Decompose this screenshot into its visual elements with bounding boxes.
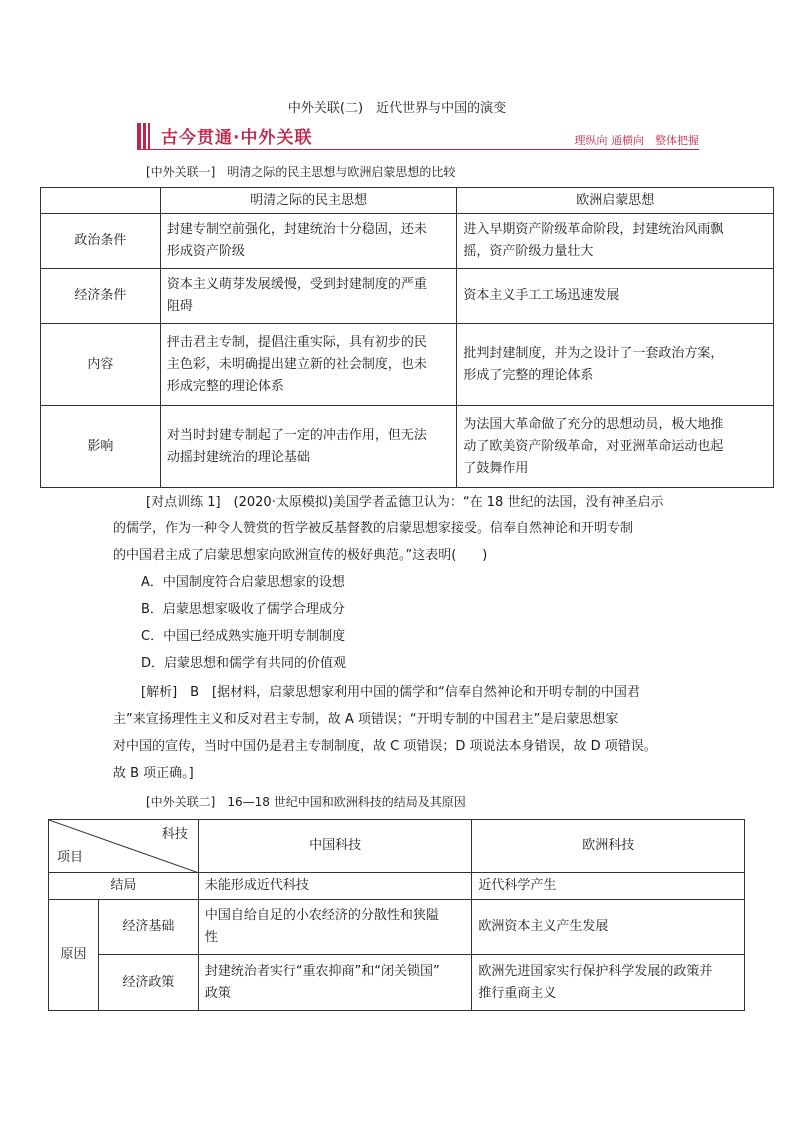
section1-label: [中外关联一] 明清之际的民主思想与欧洲启蒙思想的比较 — [146, 165, 456, 179]
europe-cell — [457, 406, 774, 488]
header-europe-tech: 欧洲科技 — [472, 820, 745, 873]
banner-underline — [137, 149, 699, 150]
europe-cell — [472, 900, 745, 955]
header-china-tech: 中国科技 — [198, 820, 472, 873]
cell-line: 摇，资产阶级力量壮大 — [463, 244, 594, 259]
cell-line: 动摇封建统治的理论基础 — [166, 449, 310, 465]
china-cell — [160, 406, 457, 488]
cause-label: 原因 — [49, 900, 99, 1011]
row-label: 经济政策 — [98, 955, 198, 1011]
section2-label: [中外关联二] 16—18 世纪中国和欧洲科技的结局及其原因 — [146, 795, 466, 809]
cell-line: 封建统治者实行“重农抑商”和“闭关锁国” — [204, 963, 440, 979]
option-b: B．启蒙思想家吸收了儒学合理成分 — [141, 602, 345, 617]
table-row — [49, 900, 745, 955]
cell-line: 资本主义手工工场迅速发展 — [463, 288, 620, 303]
table-row — [41, 214, 774, 269]
cell-line: 政策 — [204, 985, 231, 1001]
cell-line: 形成完整的理论体系 — [166, 378, 284, 394]
option-a: A．中国制度符合启蒙思想家的设想 — [141, 575, 345, 590]
table-header-row — [49, 820, 745, 873]
cell-line: 性 — [204, 930, 218, 945]
cell-line: 阻碍 — [166, 299, 193, 314]
cell-line: 欧洲先进国家实行保护科学发展的政策并 — [478, 963, 713, 979]
cell-line: 抨击君主专制，提倡注重实际，具有初步的民 — [166, 334, 427, 350]
cell-line: 批判封建制度，并为之设计了一套政治方案， — [463, 345, 724, 361]
header-china-thought: 明清之际的民主思想 — [160, 188, 457, 214]
header-empty-cell — [41, 188, 161, 214]
document-title: 中外关联(二) 近代世界与中国的演变 — [287, 101, 507, 116]
diagonal-header-cell — [49, 820, 199, 873]
cell-line: 中国自给自足的小农经济的分散性和狭隘 — [204, 908, 439, 923]
comparison-table-2 — [48, 819, 745, 1011]
table-row — [49, 873, 745, 900]
option-d: D．启蒙思想和儒学有共同的价值观 — [141, 656, 347, 671]
table-row — [49, 955, 745, 1011]
cell-line: 为法国大革命做了充分的思想动员，极大地推 — [463, 416, 724, 432]
banner-bars-icon — [137, 123, 153, 149]
row-label: 经济基础 — [98, 900, 198, 955]
cell-line: 封建专制空前强化，封建统治十分稳固，还未 — [166, 222, 427, 237]
cell-line: 形成资产阶级 — [166, 244, 245, 259]
cell-line: 推行重商主义 — [478, 985, 557, 1001]
europe-cell — [457, 269, 774, 324]
exercise-line-3: 的中国君主成了启蒙思想家向欧洲宣传的极好典范。”这表明( ) — [113, 548, 488, 563]
row-label: 经济条件 — [41, 269, 161, 324]
section-banner — [137, 123, 699, 151]
china-cell: 未能形成近代科技 — [198, 873, 472, 900]
china-cell — [160, 214, 457, 269]
china-cell — [160, 324, 457, 406]
corner-label-bottom: 项目 — [57, 850, 84, 865]
cell-line: 主色彩，未明确提出建立新的社会制度，也未 — [166, 356, 427, 372]
cell-line: 资本主义萌芽发展缓慢，受到封建制度的严重 — [166, 277, 427, 292]
corner-label-top: 科技 — [161, 827, 188, 842]
exercise-line-1: [对点训练 1] (2020·太原模拟)美国学者孟德卫认为：“在 18 世纪的法国，没有神圣启示 — [146, 495, 664, 510]
cell-line: 形成了完整的理论体系 — [463, 367, 594, 383]
banner-subtitle: 理纵向 通横向 整体把握 — [574, 134, 699, 147]
row-label: 影响 — [41, 406, 161, 488]
table-header-row — [41, 188, 774, 214]
table-row — [41, 406, 774, 488]
china-cell — [198, 955, 472, 1011]
china-cell — [160, 269, 457, 324]
option-c: C．中国已经成熟实施开明专制制度 — [141, 629, 346, 644]
cell-line: 对当时封建专制起了一定的冲击作用，但无法 — [166, 427, 427, 443]
analysis-line-1: [解析] B [据材料，启蒙思想家利用中国的儒学和“信奉自然神论和开明专制的中国君 — [141, 685, 640, 700]
cell-line: 欧洲资本主义产生发展 — [478, 919, 609, 934]
analysis-line-2: 主”来宣扬理性主义和反对君主专制，故 A 项错误；“开明专制的中国君主”是启蒙思想家 — [113, 712, 619, 727]
cell-line: 了鼓舞作用 — [463, 460, 529, 476]
table-row — [41, 269, 774, 324]
analysis-line-3: 对中国的宣传，当时中国仍是君主专制制度，故 C 项错误；D 项说法本身错误，故 D 项错误。 — [113, 739, 657, 754]
row-label: 政治条件 — [41, 214, 161, 269]
cell-line: 进入早期资产阶级革命阶段，封建统治风雨飘 — [463, 222, 724, 237]
analysis-line-4: 故 B 项正确。] — [113, 766, 194, 781]
exercise-line-2: 的儒学，作为一种令人赞赏的哲学被反基督教的启蒙思想家接受。信奉自然神论和开明专制 — [113, 521, 634, 536]
row-label: 内容 — [41, 324, 161, 406]
header-europe-thought: 欧洲启蒙思想 — [457, 188, 774, 214]
banner-title: 古今贯通·中外关联 — [161, 128, 313, 148]
comparison-table-1 — [40, 187, 774, 488]
europe-cell: 近代科学产生 — [472, 873, 745, 900]
europe-cell — [457, 324, 774, 406]
china-cell — [198, 900, 472, 955]
cell-line: 动了欧美资产阶级革命，对亚洲革命运动也起 — [463, 438, 724, 454]
europe-cell — [472, 955, 745, 1011]
row-label: 结局 — [49, 873, 199, 900]
table-row — [41, 324, 774, 406]
europe-cell — [457, 214, 774, 269]
